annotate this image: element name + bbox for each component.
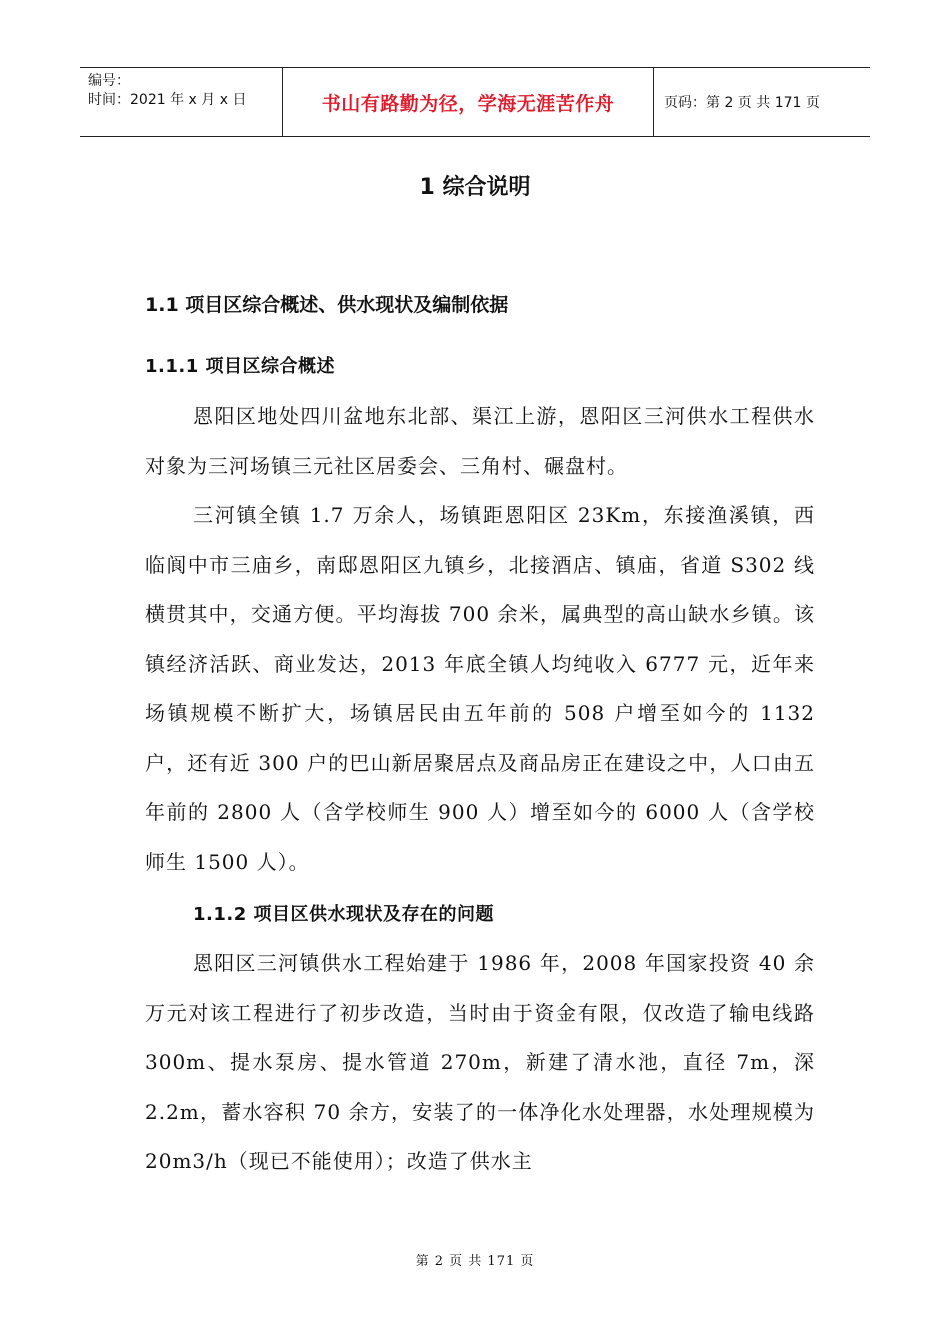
paragraph-water-status: 恩阳区三河镇供水工程始建于 1986 年，2008 年国家投资 40 余万元对该工程进行了初步改造，当时由于资金有限，仅改造了输电线路 300m、提水泵房、提水管道 270m，新建了清水池，直径 7m，深 2.2m，蓄水容积 70 余方，安装了的一体净化水处理器，水处理规模为 20m3/h（现已不能使用）；改造了供水主 bbox=[145, 951, 815, 1173]
number-label: 编号： bbox=[88, 73, 130, 89]
paragraph-town-info: 三河镇全镇 1.7 万余人，场镇距恩阳区 23Km，东接渔溪镇，西临阆中市三庙乡，南邸恩阳区九镇乡，北接酒店、镇庙，省道 S302 线横贯其中，交通方便。平均海拔 700 余米，属典型的高山缺水乡镇。该镇经济活跃、商业发达，2013 年底全镇人均纯收入 6777 元，近年来场镇规模不断扩大，场镇居民由五年前的 508 户增至如今的 1132 户，还有近 300 户的巴山新居聚居点及商品房正在建设之中，人口由五年前的 2800 人（含学校师生 900 人）增至如今的 6000 人（含学校师生 1500 人）。 bbox=[145, 503, 815, 874]
document-title: 1 综合说明 bbox=[419, 175, 531, 200]
time-label: 时间：2021 年 x 月 x 日 bbox=[88, 92, 247, 108]
header-table bbox=[80, 67, 870, 137]
header-page-info: 页码：第 2 页 共 171 页 bbox=[664, 95, 820, 111]
paragraph-overview: 恩阳区地处四川盆地东北部、渠江上游，恩阳区三河供水工程供水对象为三河场镇三元社区居委会、三角村、碾盘村。 bbox=[145, 404, 815, 478]
section-heading-1-1-1: 1.1.1 项目区综合概述 bbox=[145, 356, 336, 377]
header-meta bbox=[80, 68, 282, 136]
section-heading-1-1-2: 1.1.2 项目区供水现状及存在的问题 bbox=[193, 904, 495, 925]
header-motto: 书山有路勤为径，学海无涯苦作舟 bbox=[282, 68, 654, 136]
section-heading-1-1: 1.1 项目区综合概述、供水现状及编制依据 bbox=[145, 294, 509, 316]
page-footer: 第 2 页 共 171 页 bbox=[415, 1254, 535, 1269]
